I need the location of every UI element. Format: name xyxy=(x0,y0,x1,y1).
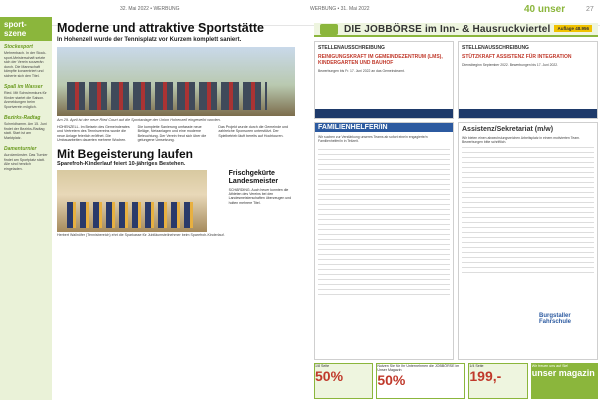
page-number: 27 xyxy=(586,6,594,13)
magazine-logo: 40 unser xyxy=(524,4,566,15)
promo-big-text: 199,- xyxy=(469,368,502,384)
job-ad-integration[interactable] xyxy=(458,41,598,119)
group-photo-figures xyxy=(67,82,267,110)
promo-big-text: unser magazin xyxy=(531,368,595,378)
jobboerse-banner xyxy=(314,23,598,37)
article2-photo-wrap xyxy=(57,170,225,237)
job-ad-headline: FAMILIENHELFER/IN xyxy=(315,123,453,132)
job-ad-text: Wir bieten einen abwechslungsreichen Arbeitsplatz in einem motivierten Team. Bewerbungen bitte schriftlich. xyxy=(462,136,580,145)
article1-col: Das Projekt wurde durch die Gemeinde und zahlreiche Sponsoren unterstützt. Der Spielbetrieb läuft bereits auf Hochtouren. xyxy=(218,125,289,138)
right-page xyxy=(310,17,600,400)
sidebar-block-heading: Spaß im Wasser xyxy=(4,84,43,90)
job-ad-footer xyxy=(315,109,453,118)
job-ad-headline: Assistenz/Sekretariat (m/w) xyxy=(462,126,554,133)
sidebar-block xyxy=(0,81,52,112)
sidebar-block xyxy=(0,41,52,81)
kids-photo-figures xyxy=(67,202,197,228)
sidebar-title: sport-szene xyxy=(0,17,52,41)
promo-quarter-page[interactable] xyxy=(468,363,527,399)
article1-caption: Am 29. April ist der neue Ried Court auf die Sportanlage der Union Hohenzell eingeweiht worden. xyxy=(57,118,221,122)
article1-subtitle: In Hohenzell wurde der Tennisplatz vor Kurzem komplett saniert. xyxy=(57,37,242,43)
sidebar-block xyxy=(0,112,52,143)
sidebar-block-heading: Bezirks-Radtag xyxy=(4,115,41,121)
job-ad-assistant[interactable] xyxy=(458,122,598,360)
article2-row xyxy=(57,170,295,237)
article2-side-text: SCHÄRDING. Auch heuer konnten die Athleten des Vereins bei den Landesmeisterschaften überzeugen und holten mehrere Titel. xyxy=(228,187,292,205)
promo-big-text: 50% xyxy=(315,368,344,384)
sidebar-block-text: Mehrenbach. In der Stock- sport-Meisterschaft setzte sich der Verein souverän durch. Die Mannschaft kämpfte konzentriert und sicherte sich den Titel. xyxy=(4,51,47,78)
bottom-promo-row xyxy=(314,363,598,399)
sidebar-block-text: Aurolzmünster. Das Turnier findet am Sportplatz statt. Alle sind herzlich eingeladen. xyxy=(4,153,48,171)
article2-caption: Herbert Wallnöfer (Tennisbereich) ehrt die Sparkasse für Jubiläumsteilnehmer beim Sparefroh-Kinderlauf. xyxy=(57,232,225,237)
circulation-badge: Auflage 48.956 xyxy=(554,25,592,32)
promo-small-text: 1/4 Seite xyxy=(469,364,484,368)
article1-col: Die komplette Sanierung umfasste neue Beläge, Netzanlagen und eine moderne Beleuchtung. Der Verein freut sich über die gelungene Umsetzung. xyxy=(137,125,207,143)
job-ad-footer xyxy=(459,109,597,118)
article2-title: Mit Begeisterung laufen xyxy=(57,146,194,161)
briefcase-icon xyxy=(320,24,338,35)
job-ad-text: Wir suchen zur Verstärkung unseres Teams ab sofort eine/n engagierte/n Familienhelfer/in in Teilzeit. xyxy=(318,135,428,144)
promo-eighth-page[interactable] xyxy=(314,363,373,399)
promo-small-text: Wir freuen uns auf Sie! xyxy=(531,364,569,368)
job-ad-headline: REINIGUNGSKRAFT IM GEMEINDEZENTRUM (LMS), KINDERGARTEN UND BAUHOF xyxy=(318,54,443,66)
job-ad-bullet-lines xyxy=(462,147,594,277)
job-ad-cleaning[interactable] xyxy=(314,41,454,119)
article1-title: Moderne und attraktive Sportstätte xyxy=(57,21,264,35)
promo-small-text: 1/8 Seite xyxy=(315,364,330,368)
sidebar xyxy=(0,17,52,400)
job-ad-label: STELLENAUSSCHREIBUNG xyxy=(462,45,529,51)
sidebar-block-heading: Damenturnier xyxy=(4,146,37,152)
job-ad-text: Dienstbeginn September 2022. Bewerbungen bis 17. Juni 2022. xyxy=(462,63,559,67)
article1-photo xyxy=(57,47,295,116)
sidebar-block xyxy=(0,143,52,174)
sidebar-block-text: Ried. Mit Schwimmkurs für Kinder startet die Saison. Anmeldungen beim Sportverein möglich. xyxy=(4,91,47,109)
promo-magazine[interactable] xyxy=(531,363,598,399)
promo-discount[interactable] xyxy=(376,363,465,399)
article2-side xyxy=(229,170,295,237)
header-right: WERBUNG • 31. Mai 2022 xyxy=(310,6,370,12)
main-articles xyxy=(57,17,295,237)
sidebar-block-heading: Stockesport xyxy=(4,44,33,50)
article2-photo xyxy=(57,170,207,232)
promo-big-text: 50% xyxy=(377,372,406,388)
article1-body xyxy=(57,125,295,143)
job-ad-bullet-lines xyxy=(318,149,450,299)
header-left: 32. Mai 2022 • WERBUNG xyxy=(120,6,180,12)
article2-side-title: Frischgekürte Landesmeister xyxy=(228,169,279,185)
job-ad-family-helper[interactable] xyxy=(314,122,454,360)
left-page xyxy=(0,17,300,400)
job-ad-label: STELLENAUSSCHREIBUNG xyxy=(318,45,385,51)
promo-small-text: Nutzen Sie für Ihr Unternehmen die JOBBÖRSE im Unser Magazin xyxy=(377,364,460,372)
company-logo: Burgstaller Fahrschule xyxy=(539,313,572,325)
job-ad-text: Bewerbungen bis Fr. 17. Juni 2022 an das Gemeindeamt. xyxy=(318,69,405,73)
jobboerse-title: DIE JOBBÖRSE im Inn- & Hausruckviertel xyxy=(344,24,551,35)
sidebar-block-text: Schmidhamm. Am 15. Juni findet der Bezirks-Radtag statt. Start ist am Marktplatz. xyxy=(4,122,47,140)
job-ad-headline: STÜTZKRAFT ASSISTENZ FÜR INTEGRATION xyxy=(462,54,572,60)
article1-col: HOHENZELL. Im Beisein des Gemeinderates und Vertretern des Tennisvereins wurde die neue Anlage feierlich eröffnet. Die Umbauarbeiten dauerten mehrere Wochen. xyxy=(57,125,130,143)
article2-subtitle: Sparefroh-Kinderlauf feiert 10-jähriges Bestehen. xyxy=(57,160,186,167)
